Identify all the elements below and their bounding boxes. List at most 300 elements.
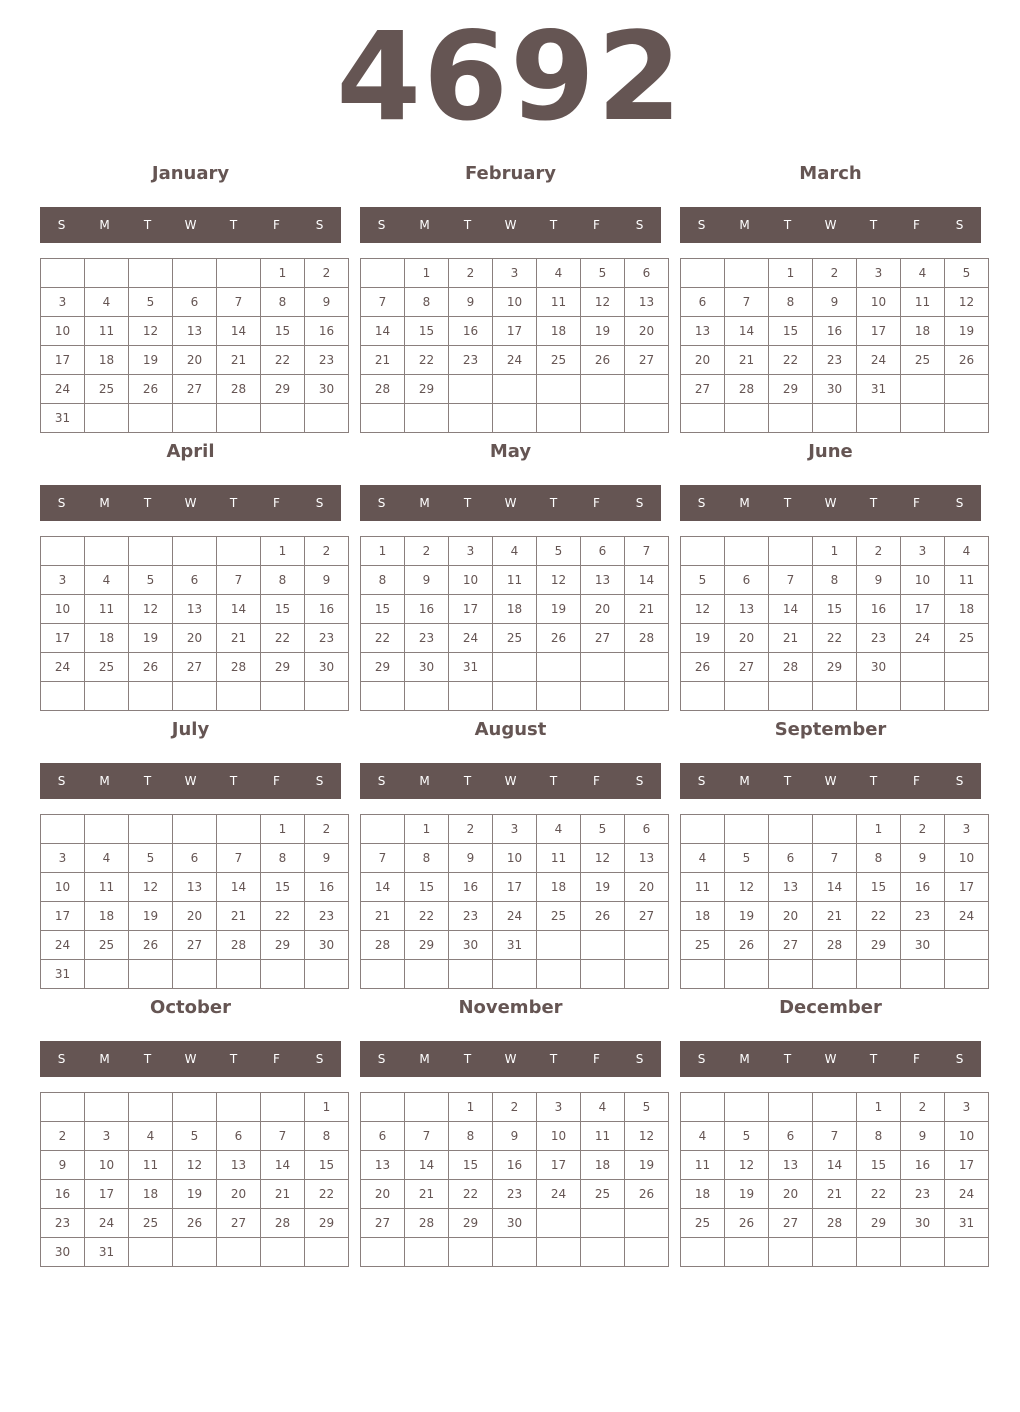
- day-cell: 12: [537, 566, 581, 595]
- weekday-label: T: [463, 496, 472, 510]
- day-cell: 27: [173, 931, 217, 960]
- day-cell: 30: [305, 375, 349, 404]
- empty-day-cell: [85, 815, 129, 844]
- weekday-label: W: [184, 218, 197, 232]
- day-cell: 12: [129, 595, 173, 624]
- day-cell: 25: [537, 902, 581, 931]
- empty-day-cell: [361, 815, 405, 844]
- empty-day-cell: [305, 404, 349, 433]
- day-cell: 5: [681, 566, 725, 595]
- day-cell: 13: [725, 595, 769, 624]
- empty-day-cell: [581, 404, 625, 433]
- weekday-label: F: [273, 774, 280, 788]
- day-cell: 6: [625, 259, 669, 288]
- weekday-label: F: [273, 1052, 280, 1066]
- day-cell: 25: [85, 931, 129, 960]
- day-cell: 7: [625, 537, 669, 566]
- day-cell: 1: [813, 537, 857, 566]
- weekday-label: S: [697, 496, 706, 510]
- day-cell: 5: [625, 1093, 669, 1122]
- empty-day-cell: [217, 960, 261, 989]
- week-row: [41, 1093, 349, 1122]
- day-cell: 11: [493, 566, 537, 595]
- day-cell: 14: [217, 873, 261, 902]
- day-grid: [360, 1092, 669, 1267]
- day-cell: 15: [405, 873, 449, 902]
- empty-day-cell: [449, 375, 493, 404]
- week-row: [361, 1180, 669, 1209]
- weekday-label: F: [593, 1052, 600, 1066]
- day-cell: 16: [449, 873, 493, 902]
- day-cell: 23: [901, 1180, 945, 1209]
- weekday-label: S: [635, 774, 644, 788]
- day-cell: 6: [581, 537, 625, 566]
- weekday-label: T: [229, 496, 238, 510]
- day-cell: 5: [129, 566, 173, 595]
- day-cell: 25: [493, 624, 537, 653]
- weekday-label: T: [463, 1052, 472, 1066]
- day-cell: 11: [537, 288, 581, 317]
- weekday-label: S: [697, 218, 706, 232]
- empty-day-cell: [449, 404, 493, 433]
- day-cell: 14: [361, 317, 405, 346]
- week-row: [681, 317, 989, 346]
- empty-day-cell: [361, 1238, 405, 1267]
- day-cell: 3: [41, 566, 85, 595]
- empty-day-cell: [901, 404, 945, 433]
- weekday-label: M: [99, 774, 110, 788]
- day-cell: 10: [537, 1122, 581, 1151]
- empty-day-cell: [901, 375, 945, 404]
- day-cell: 27: [217, 1209, 261, 1238]
- empty-day-cell: [173, 404, 217, 433]
- day-cell: 14: [813, 1151, 857, 1180]
- day-cell: 21: [725, 346, 769, 375]
- empty-day-cell: [581, 960, 625, 989]
- weekday-label: T: [549, 496, 558, 510]
- week-row: [41, 844, 349, 873]
- day-cell: 24: [493, 346, 537, 375]
- week-row: [361, 346, 669, 375]
- empty-day-cell: [173, 259, 217, 288]
- weekday-header: [680, 1041, 981, 1077]
- weekday-label: T: [869, 218, 878, 232]
- week-row: [41, 1122, 349, 1151]
- weekday-label: M: [419, 774, 430, 788]
- empty-day-cell: [857, 960, 901, 989]
- week-row: [681, 595, 989, 624]
- day-cell: 28: [725, 375, 769, 404]
- day-cell: 21: [361, 902, 405, 931]
- day-cell: 7: [217, 288, 261, 317]
- day-cell: 8: [405, 844, 449, 873]
- day-cell: 21: [813, 902, 857, 931]
- empty-day-cell: [625, 1209, 669, 1238]
- week-row: [681, 931, 989, 960]
- empty-day-cell: [129, 404, 173, 433]
- weekday-label: T: [229, 774, 238, 788]
- day-cell: 26: [945, 346, 989, 375]
- day-cell: 23: [305, 902, 349, 931]
- weekday-label: T: [143, 1052, 152, 1066]
- empty-day-cell: [813, 404, 857, 433]
- day-cell: 6: [681, 288, 725, 317]
- day-cell: 7: [405, 1122, 449, 1151]
- day-cell: 1: [857, 815, 901, 844]
- day-cell: 15: [261, 873, 305, 902]
- empty-day-cell: [405, 1238, 449, 1267]
- day-cell: 30: [305, 931, 349, 960]
- day-cell: 2: [41, 1122, 85, 1151]
- week-row: [681, 259, 989, 288]
- day-cell: 17: [901, 595, 945, 624]
- empty-day-cell: [85, 1093, 129, 1122]
- day-cell: 4: [85, 288, 129, 317]
- day-cell: 29: [261, 931, 305, 960]
- weekday-label: S: [955, 774, 964, 788]
- empty-day-cell: [769, 404, 813, 433]
- day-cell: 24: [945, 1180, 989, 1209]
- day-cell: 18: [85, 624, 129, 653]
- empty-day-cell: [581, 682, 625, 711]
- day-cell: 12: [129, 317, 173, 346]
- empty-day-cell: [725, 815, 769, 844]
- day-cell: 22: [405, 346, 449, 375]
- week-row: [361, 1238, 669, 1267]
- weekday-label: S: [377, 774, 386, 788]
- day-cell: 10: [493, 844, 537, 873]
- day-cell: 17: [493, 873, 537, 902]
- empty-day-cell: [857, 404, 901, 433]
- empty-day-cell: [625, 375, 669, 404]
- empty-day-cell: [217, 537, 261, 566]
- day-cell: 3: [945, 815, 989, 844]
- empty-day-cell: [681, 960, 725, 989]
- day-cell: 27: [173, 375, 217, 404]
- day-cell: 19: [581, 317, 625, 346]
- weekday-label: S: [697, 774, 706, 788]
- day-cell: 19: [725, 1180, 769, 1209]
- day-cell: 16: [901, 1151, 945, 1180]
- day-cell: 11: [129, 1151, 173, 1180]
- month-name: November: [458, 997, 563, 1018]
- empty-day-cell: [681, 404, 725, 433]
- day-cell: 6: [217, 1122, 261, 1151]
- day-cell: 1: [261, 815, 305, 844]
- empty-day-cell: [945, 931, 989, 960]
- day-cell: 6: [769, 844, 813, 873]
- empty-day-cell: [85, 404, 129, 433]
- weekday-label: W: [824, 1052, 837, 1066]
- day-cell: 18: [681, 902, 725, 931]
- day-cell: 24: [85, 1209, 129, 1238]
- empty-day-cell: [813, 815, 857, 844]
- month-name: July: [171, 719, 210, 740]
- week-row: [361, 404, 669, 433]
- day-cell: 25: [681, 1209, 725, 1238]
- day-cell: 16: [41, 1180, 85, 1209]
- week-row: [361, 931, 669, 960]
- day-cell: 10: [41, 595, 85, 624]
- day-cell: 17: [537, 1151, 581, 1180]
- day-cell: 27: [769, 931, 813, 960]
- day-cell: 25: [129, 1209, 173, 1238]
- empty-day-cell: [361, 682, 405, 711]
- day-cell: 26: [129, 653, 173, 682]
- empty-day-cell: [493, 682, 537, 711]
- day-cell: 25: [901, 346, 945, 375]
- day-cell: 1: [305, 1093, 349, 1122]
- day-cell: 9: [449, 844, 493, 873]
- empty-day-cell: [769, 960, 813, 989]
- weekday-label: F: [593, 218, 600, 232]
- day-cell: 25: [945, 624, 989, 653]
- weekday-label: S: [315, 218, 324, 232]
- week-row: [681, 404, 989, 433]
- day-cell: 8: [405, 288, 449, 317]
- week-row: [361, 902, 669, 931]
- weekday-label: T: [549, 218, 558, 232]
- weekday-label: F: [273, 496, 280, 510]
- weekday-header: [360, 1041, 661, 1077]
- week-row: [681, 682, 989, 711]
- day-cell: 12: [625, 1122, 669, 1151]
- empty-day-cell: [945, 1238, 989, 1267]
- day-cell: 8: [857, 1122, 901, 1151]
- day-cell: 14: [217, 317, 261, 346]
- empty-day-cell: [901, 653, 945, 682]
- week-row: [681, 1180, 989, 1209]
- empty-day-cell: [725, 259, 769, 288]
- weekday-label: S: [57, 218, 66, 232]
- day-cell: 22: [361, 624, 405, 653]
- weekday-label: M: [419, 218, 430, 232]
- day-cell: 22: [857, 902, 901, 931]
- day-cell: 11: [85, 595, 129, 624]
- day-cell: 23: [305, 624, 349, 653]
- month-name: May: [489, 441, 532, 462]
- week-row: [681, 1151, 989, 1180]
- weekday-label: S: [635, 218, 644, 232]
- day-cell: 7: [769, 566, 813, 595]
- day-cell: 27: [681, 375, 725, 404]
- week-row: [41, 288, 349, 317]
- empty-day-cell: [361, 404, 405, 433]
- weekday-header: [680, 207, 981, 243]
- day-cell: 9: [405, 566, 449, 595]
- day-cell: 24: [901, 624, 945, 653]
- day-cell: 30: [493, 1209, 537, 1238]
- weekday-label: T: [783, 218, 792, 232]
- day-cell: 11: [581, 1122, 625, 1151]
- day-cell: 22: [261, 902, 305, 931]
- day-cell: 16: [857, 595, 901, 624]
- day-cell: 6: [173, 844, 217, 873]
- day-cell: 28: [361, 375, 405, 404]
- empty-day-cell: [901, 1238, 945, 1267]
- week-row: [361, 566, 669, 595]
- week-row: [361, 624, 669, 653]
- day-cell: 15: [857, 1151, 901, 1180]
- day-cell: 25: [681, 931, 725, 960]
- week-row: [41, 375, 349, 404]
- week-row: [41, 404, 349, 433]
- weekday-header: [40, 207, 341, 243]
- empty-day-cell: [405, 960, 449, 989]
- day-cell: 15: [361, 595, 405, 624]
- month-name: April: [166, 441, 215, 462]
- weekday-label: T: [229, 1052, 238, 1066]
- empty-day-cell: [725, 404, 769, 433]
- day-cell: 11: [537, 844, 581, 873]
- day-cell: 26: [625, 1180, 669, 1209]
- day-cell: 9: [305, 566, 349, 595]
- empty-day-cell: [261, 960, 305, 989]
- empty-day-cell: [681, 537, 725, 566]
- day-cell: 26: [173, 1209, 217, 1238]
- day-cell: 4: [493, 537, 537, 566]
- day-cell: 16: [901, 873, 945, 902]
- day-cell: 21: [361, 346, 405, 375]
- week-row: [41, 815, 349, 844]
- day-cell: 27: [361, 1209, 405, 1238]
- week-row: [41, 960, 349, 989]
- empty-day-cell: [813, 960, 857, 989]
- day-cell: 6: [725, 566, 769, 595]
- day-cell: 19: [129, 346, 173, 375]
- empty-day-cell: [361, 1093, 405, 1122]
- day-cell: 5: [725, 844, 769, 873]
- day-cell: 4: [537, 259, 581, 288]
- week-row: [361, 288, 669, 317]
- day-cell: 4: [681, 844, 725, 873]
- weekday-label: S: [377, 1052, 386, 1066]
- day-cell: 20: [217, 1180, 261, 1209]
- empty-day-cell: [129, 960, 173, 989]
- weekday-label: T: [869, 496, 878, 510]
- day-cell: 13: [361, 1151, 405, 1180]
- day-cell: 11: [945, 566, 989, 595]
- day-cell: 19: [129, 624, 173, 653]
- day-cell: 31: [85, 1238, 129, 1267]
- week-row: [681, 1093, 989, 1122]
- empty-day-cell: [725, 1238, 769, 1267]
- day-cell: 10: [85, 1151, 129, 1180]
- day-cell: 1: [405, 259, 449, 288]
- day-cell: 29: [857, 931, 901, 960]
- day-cell: 12: [725, 873, 769, 902]
- day-cell: 12: [725, 1151, 769, 1180]
- day-cell: 6: [625, 815, 669, 844]
- day-cell: 16: [305, 317, 349, 346]
- day-cell: 15: [405, 317, 449, 346]
- day-cell: 13: [581, 566, 625, 595]
- empty-day-cell: [769, 1238, 813, 1267]
- weekday-label: S: [315, 496, 324, 510]
- day-cell: 1: [261, 537, 305, 566]
- day-cell: 25: [85, 375, 129, 404]
- weekday-label: M: [739, 218, 750, 232]
- weekday-label: W: [184, 774, 197, 788]
- day-cell: 9: [813, 288, 857, 317]
- day-cell: 13: [625, 288, 669, 317]
- empty-day-cell: [217, 404, 261, 433]
- weekday-label: W: [504, 496, 517, 510]
- day-cell: 2: [813, 259, 857, 288]
- empty-day-cell: [129, 682, 173, 711]
- week-row: [681, 902, 989, 931]
- day-cell: 22: [305, 1180, 349, 1209]
- week-row: [681, 624, 989, 653]
- day-cell: 15: [813, 595, 857, 624]
- day-cell: 8: [361, 566, 405, 595]
- day-cell: 13: [769, 873, 813, 902]
- day-cell: 20: [581, 595, 625, 624]
- day-cell: 24: [493, 902, 537, 931]
- day-cell: 24: [41, 931, 85, 960]
- empty-day-cell: [625, 960, 669, 989]
- day-cell: 30: [857, 653, 901, 682]
- day-cell: 4: [129, 1122, 173, 1151]
- day-cell: 5: [945, 259, 989, 288]
- day-cell: 14: [405, 1151, 449, 1180]
- day-cell: 20: [725, 624, 769, 653]
- weekday-label: T: [143, 496, 152, 510]
- week-row: [41, 537, 349, 566]
- day-cell: 22: [449, 1180, 493, 1209]
- day-cell: 24: [41, 653, 85, 682]
- week-row: [41, 259, 349, 288]
- day-cell: 5: [129, 844, 173, 873]
- day-cell: 4: [901, 259, 945, 288]
- day-cell: 17: [449, 595, 493, 624]
- week-row: [41, 595, 349, 624]
- week-row: [361, 1151, 669, 1180]
- day-cell: 9: [305, 288, 349, 317]
- week-row: [361, 1093, 669, 1122]
- day-cell: 15: [769, 317, 813, 346]
- day-cell: 1: [361, 537, 405, 566]
- day-cell: 19: [945, 317, 989, 346]
- day-cell: 15: [449, 1151, 493, 1180]
- day-cell: 14: [361, 873, 405, 902]
- day-cell: 22: [813, 624, 857, 653]
- weekday-label: T: [869, 774, 878, 788]
- week-row: [361, 1209, 669, 1238]
- day-cell: 25: [85, 653, 129, 682]
- weekday-label: F: [913, 1052, 920, 1066]
- day-cell: 21: [217, 902, 261, 931]
- day-cell: 30: [405, 653, 449, 682]
- day-cell: 7: [261, 1122, 305, 1151]
- empty-day-cell: [41, 259, 85, 288]
- day-cell: 29: [857, 1209, 901, 1238]
- empty-day-cell: [769, 1093, 813, 1122]
- day-cell: 29: [813, 653, 857, 682]
- empty-day-cell: [857, 682, 901, 711]
- empty-day-cell: [261, 404, 305, 433]
- day-cell: 30: [449, 931, 493, 960]
- empty-day-cell: [173, 815, 217, 844]
- empty-day-cell: [537, 653, 581, 682]
- day-cell: 26: [537, 624, 581, 653]
- day-cell: 9: [857, 566, 901, 595]
- day-cell: 28: [217, 653, 261, 682]
- day-cell: 3: [857, 259, 901, 288]
- day-cell: 15: [261, 595, 305, 624]
- week-row: [681, 375, 989, 404]
- day-cell: 26: [581, 902, 625, 931]
